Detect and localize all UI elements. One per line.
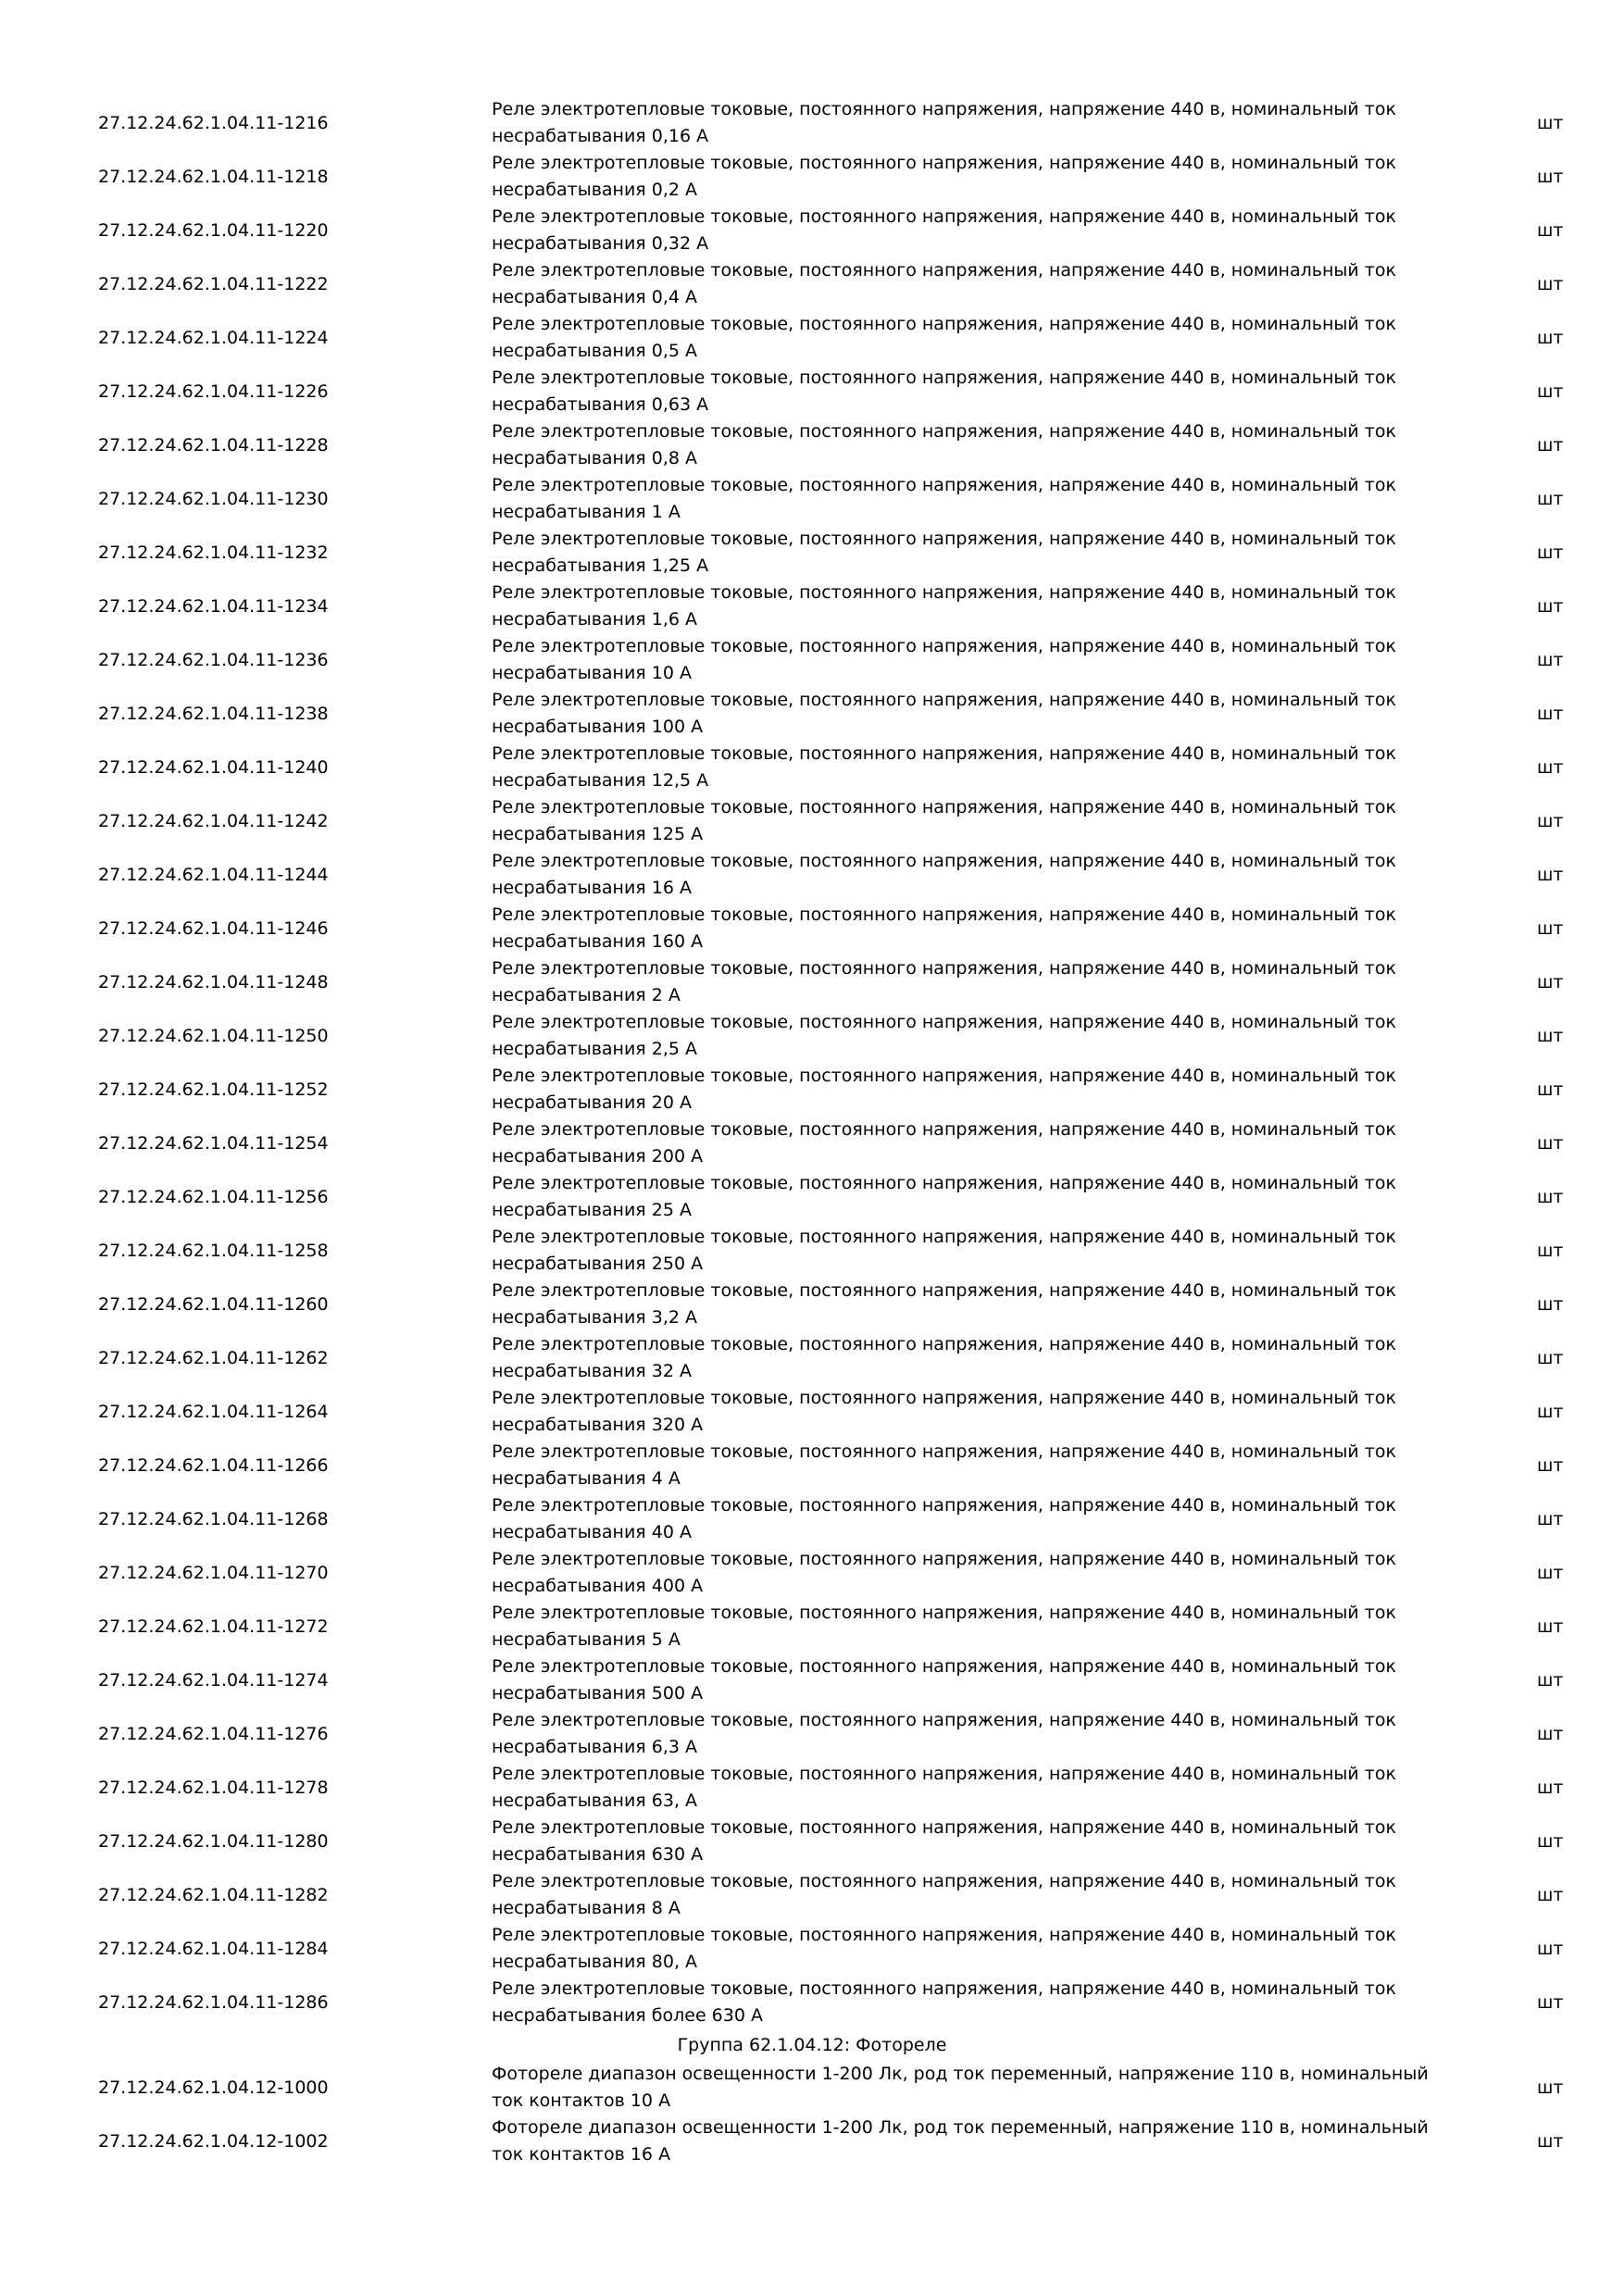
group-title: Группа 62.1.04.12: Фотореле bbox=[677, 2035, 947, 2055]
item-unit: шт bbox=[1537, 1455, 1564, 1476]
item-unit: шт bbox=[1537, 811, 1564, 831]
item-description: Реле электротепловые токовые, постоянного напряжения, напряжение 440 в, номинальный ток несрабатывания 63, А bbox=[492, 1764, 1396, 1811]
item-code: 27.12.24.62.1.04.11-1252 bbox=[98, 1079, 329, 1100]
table-row bbox=[0, 1868, 1624, 1922]
item-unit: шт bbox=[1537, 1294, 1564, 1315]
table-row bbox=[0, 955, 1624, 1009]
item-unit: шт bbox=[1537, 1992, 1564, 2013]
item-unit: шт bbox=[1537, 113, 1564, 133]
item-code: 27.12.24.62.1.04.11-1276 bbox=[98, 1724, 329, 1744]
item-unit: шт bbox=[1537, 1724, 1564, 1744]
item-unit: шт bbox=[1537, 220, 1564, 241]
item-description: Реле электротепловые токовые, постоянного напряжения, напряжение 440 в, номинальный ток несрабатывания 16 А bbox=[492, 851, 1396, 898]
item-code: 27.12.24.62.1.04.12-1000 bbox=[98, 2078, 329, 2098]
item-unit: шт bbox=[1537, 918, 1564, 939]
item-description: Реле электротепловые токовые, постоянного напряжения, напряжение 440 в, номинальный ток несрабатывания 100 А bbox=[492, 690, 1396, 737]
item-code: 27.12.24.62.1.04.11-1272 bbox=[98, 1616, 329, 1637]
item-code: 27.12.24.62.1.04.11-1242 bbox=[98, 811, 329, 831]
table-row bbox=[0, 1009, 1624, 1063]
table-row bbox=[0, 204, 1624, 257]
item-description: Реле электротепловые токовые, постоянного напряжения, напряжение 440 в, номинальный ток несрабатывания 125 А bbox=[492, 797, 1396, 844]
item-code: 27.12.24.62.1.04.11-1262 bbox=[98, 1348, 329, 1368]
table-row bbox=[0, 1439, 1624, 1492]
table-row bbox=[0, 2061, 1624, 2115]
table-row bbox=[0, 580, 1624, 633]
item-unit: шт bbox=[1537, 167, 1564, 187]
table-row bbox=[0, 1063, 1624, 1117]
photorelay-list bbox=[0, 2061, 1624, 2168]
item-code: 27.12.24.62.1.04.11-1286 bbox=[98, 1992, 329, 2013]
item-unit: шт bbox=[1537, 543, 1564, 563]
item-unit: шт bbox=[1537, 1885, 1564, 1905]
item-description: Реле электротепловые токовые, постоянного напряжения, напряжение 440 в, номинальный ток несрабатывания 32 А bbox=[492, 1334, 1396, 1381]
table-row bbox=[0, 633, 1624, 687]
table-row bbox=[0, 1224, 1624, 1278]
table-row bbox=[0, 1815, 1624, 1868]
item-unit: шт bbox=[1537, 972, 1564, 992]
item-code: 27.12.24.62.1.04.11-1238 bbox=[98, 704, 329, 724]
item-code: 27.12.24.62.1.04.11-1258 bbox=[98, 1241, 329, 1261]
item-unit: шт bbox=[1537, 1133, 1564, 1154]
item-unit: шт bbox=[1537, 1670, 1564, 1691]
item-description: Реле электротепловые токовые, постоянного напряжения, напряжение 440 в, номинальный ток несрабатывания 0,16 А bbox=[492, 99, 1396, 146]
item-description: Реле электротепловые токовые, постоянного напряжения, напряжение 440 в, номинальный ток несрабатывания 250 А bbox=[492, 1227, 1396, 1274]
item-code: 27.12.24.62.1.04.11-1240 bbox=[98, 757, 329, 778]
item-description: Реле электротепловые токовые, постоянного напряжения, напряжение 440 в, номинальный ток несрабатывания 160 А bbox=[492, 905, 1396, 952]
item-unit: шт bbox=[1537, 2131, 1564, 2152]
item-code: 27.12.24.62.1.04.11-1278 bbox=[98, 1778, 329, 1798]
item-description: Реле электротепловые токовые, постоянного напряжения, напряжение 440 в, номинальный ток несрабатывания 80, А bbox=[492, 1925, 1396, 1972]
item-description: Реле электротепловые токовые, постоянного напряжения, напряжение 440 в, номинальный ток несрабатывания 25 А bbox=[492, 1173, 1396, 1220]
item-description: Реле электротепловые токовые, постоянного напряжения, напряжение 440 в, номинальный ток несрабатывания более 630 А bbox=[492, 1978, 1396, 2026]
item-code: 27.12.24.62.1.04.11-1254 bbox=[98, 1133, 329, 1154]
item-unit: шт bbox=[1537, 1348, 1564, 1368]
item-code: 27.12.24.62.1.04.11-1220 bbox=[98, 220, 329, 241]
item-unit: шт bbox=[1537, 2078, 1564, 2098]
item-code: 27.12.24.62.1.04.11-1230 bbox=[98, 489, 329, 509]
item-code: 27.12.24.62.1.04.11-1224 bbox=[98, 328, 329, 348]
table-row bbox=[0, 1976, 1624, 2029]
item-description: Реле электротепловые токовые, постоянного напряжения, напряжение 440 в, номинальный ток несрабатывания 4 А bbox=[492, 1441, 1396, 1489]
item-description: Реле электротепловые токовые, постоянного напряжения, напряжение 440 в, номинальный ток несрабатывания 500 А bbox=[492, 1656, 1396, 1703]
item-description: Реле электротепловые токовые, постоянного напряжения, напряжение 440 в, номинальный ток несрабатывания 0,8 А bbox=[492, 421, 1396, 468]
item-unit: шт bbox=[1537, 1778, 1564, 1798]
item-description: Реле электротепловые токовые, постоянного напряжения, напряжение 440 в, номинальный ток несрабатывания 400 А bbox=[492, 1549, 1396, 1596]
item-unit: шт bbox=[1537, 1241, 1564, 1261]
table-row bbox=[0, 1546, 1624, 1600]
item-unit: шт bbox=[1537, 1563, 1564, 1583]
item-code: 27.12.24.62.1.04.11-1246 bbox=[98, 918, 329, 939]
group-header bbox=[0, 2029, 1624, 2061]
table-row bbox=[0, 1385, 1624, 1439]
table-row bbox=[0, 526, 1624, 580]
item-description: Реле электротепловые токовые, постоянного напряжения, напряжение 440 в, номинальный ток несрабатывания 1 А bbox=[492, 475, 1396, 522]
item-description: Реле электротепловые токовые, постоянного напряжения, напряжение 440 в, номинальный ток несрабатывания 320 А bbox=[492, 1388, 1396, 1435]
item-code: 27.12.24.62.1.04.11-1244 bbox=[98, 865, 329, 885]
item-description: Реле электротепловые токовые, постоянного напряжения, напряжение 440 в, номинальный ток несрабатывания 630 А bbox=[492, 1817, 1396, 1865]
item-unit: шт bbox=[1537, 1026, 1564, 1046]
item-code: 27.12.24.62.1.04.11-1218 bbox=[98, 167, 329, 187]
item-description: Реле электротепловые токовые, постоянного напряжения, напряжение 440 в, номинальный ток несрабатывания 1,6 А bbox=[492, 582, 1396, 630]
item-unit: шт bbox=[1537, 1616, 1564, 1637]
item-code: 27.12.24.62.1.04.11-1264 bbox=[98, 1402, 329, 1422]
table-row bbox=[0, 1600, 1624, 1653]
table-row bbox=[0, 96, 1624, 150]
table-row bbox=[0, 1278, 1624, 1331]
item-unit: шт bbox=[1537, 1187, 1564, 1207]
item-unit: шт bbox=[1537, 704, 1564, 724]
item-description: Реле электротепловые токовые, постоянного напряжения, напряжение 440 в, номинальный ток несрабатывания 5 А bbox=[492, 1603, 1396, 1650]
item-unit: шт bbox=[1537, 489, 1564, 509]
item-description: Реле электротепловые токовые, постоянного напряжения, напряжение 440 в, номинальный ток несрабатывания 2,5 А bbox=[492, 1012, 1396, 1059]
item-unit: шт bbox=[1537, 757, 1564, 778]
table-row bbox=[0, 472, 1624, 526]
relay-list bbox=[0, 96, 1624, 2029]
table-row bbox=[0, 848, 1624, 902]
item-description: Реле электротепловые токовые, постоянного напряжения, напряжение 440 в, номинальный ток несрабатывания 0,4 А bbox=[492, 260, 1396, 307]
item-description: Реле электротепловые токовые, постоянного напряжения, напряжение 440 в, номинальный ток несрабатывания 10 А bbox=[492, 636, 1396, 683]
item-description: Реле электротепловые токовые, постоянного напряжения, напряжение 440 в, номинальный ток несрабатывания 0,5 А bbox=[492, 314, 1396, 361]
item-code: 27.12.24.62.1.04.11-1248 bbox=[98, 972, 329, 992]
item-code: 27.12.24.62.1.04.11-1280 bbox=[98, 1831, 329, 1852]
item-description: Реле электротепловые токовые, постоянного напряжения, напряжение 440 в, номинальный ток несрабатывания 3,2 А bbox=[492, 1280, 1396, 1328]
item-code: 27.12.24.62.1.04.11-1228 bbox=[98, 435, 329, 455]
item-unit: шт bbox=[1537, 1402, 1564, 1422]
item-unit: шт bbox=[1537, 1509, 1564, 1529]
item-code: 27.12.24.62.1.04.11-1284 bbox=[98, 1939, 329, 1959]
table-row bbox=[0, 418, 1624, 472]
item-code: 27.12.24.62.1.04.11-1274 bbox=[98, 1670, 329, 1691]
item-code: 27.12.24.62.1.04.11-1250 bbox=[98, 1026, 329, 1046]
table-row bbox=[0, 311, 1624, 365]
table-row bbox=[0, 1170, 1624, 1224]
item-description: Реле электротепловые токовые, постоянного напряжения, напряжение 440 в, номинальный ток несрабатывания 0,63 А bbox=[492, 368, 1396, 415]
item-code: 27.12.24.62.1.04.11-1226 bbox=[98, 381, 329, 402]
item-description: Реле электротепловые токовые, постоянного напряжения, напряжение 440 в, номинальный ток несрабатывания 12,5 А bbox=[492, 743, 1396, 791]
item-description: Реле электротепловые токовые, постоянного напряжения, напряжение 440 в, номинальный ток несрабатывания 0,2 А bbox=[492, 153, 1396, 200]
item-description: Реле электротепловые токовые, постоянного напряжения, напряжение 440 в, номинальный ток несрабатывания 6,3 А bbox=[492, 1710, 1396, 1757]
item-unit: шт bbox=[1537, 650, 1564, 670]
item-description: Фотореле диапазон освещенности 1-200 Лк, род ток переменный, напряжение 110 в, номинальный ток контактов 10 А bbox=[492, 2064, 1429, 2111]
item-code: 27.12.24.62.1.04.11-1232 bbox=[98, 543, 329, 563]
table-row bbox=[0, 1707, 1624, 1761]
table-row bbox=[0, 1117, 1624, 1170]
item-description: Реле электротепловые токовые, постоянного напряжения, напряжение 440 в, номинальный ток несрабатывания 2 А bbox=[492, 958, 1396, 1005]
table-row bbox=[0, 257, 1624, 311]
item-code: 27.12.24.62.1.04.11-1234 bbox=[98, 596, 329, 617]
table-row bbox=[0, 365, 1624, 418]
item-code: 27.12.24.62.1.04.11-1256 bbox=[98, 1187, 329, 1207]
item-code: 27.12.24.62.1.04.11-1268 bbox=[98, 1509, 329, 1529]
table-row bbox=[0, 1492, 1624, 1546]
item-description: Реле электротепловые токовые, постоянного напряжения, напряжение 440 в, номинальный ток несрабатывания 8 А bbox=[492, 1871, 1396, 1918]
item-description: Фотореле диапазон освещенности 1-200 Лк, род ток переменный, напряжение 110 в, номинальный ток контактов 16 А bbox=[492, 2117, 1429, 2165]
item-code: 27.12.24.62.1.04.12-1002 bbox=[98, 2131, 329, 2152]
table-row bbox=[0, 1653, 1624, 1707]
item-unit: шт bbox=[1537, 328, 1564, 348]
item-description: Реле электротепловые токовые, постоянного напряжения, напряжение 440 в, номинальный ток несрабатывания 1,25 А bbox=[492, 529, 1396, 576]
item-unit: шт bbox=[1537, 1939, 1564, 1959]
item-description: Реле электротепловые токовые, постоянного напряжения, напряжение 440 в, номинальный ток несрабатывания 200 А bbox=[492, 1119, 1396, 1167]
item-unit: шт bbox=[1537, 435, 1564, 455]
item-code: 27.12.24.62.1.04.11-1236 bbox=[98, 650, 329, 670]
item-unit: шт bbox=[1537, 865, 1564, 885]
item-code: 27.12.24.62.1.04.11-1216 bbox=[98, 113, 329, 133]
table-row bbox=[0, 150, 1624, 204]
table-row bbox=[0, 2115, 1624, 2168]
item-unit: шт bbox=[1537, 1831, 1564, 1852]
item-unit: шт bbox=[1537, 596, 1564, 617]
table-row bbox=[0, 1761, 1624, 1815]
item-unit: шт bbox=[1537, 1079, 1564, 1100]
item-unit: шт bbox=[1537, 274, 1564, 294]
table-row bbox=[0, 741, 1624, 794]
item-code: 27.12.24.62.1.04.11-1222 bbox=[98, 274, 329, 294]
table-row bbox=[0, 1922, 1624, 1976]
price-list-page bbox=[0, 96, 1624, 2168]
item-code: 27.12.24.62.1.04.11-1270 bbox=[98, 1563, 329, 1583]
table-row bbox=[0, 902, 1624, 955]
item-description: Реле электротепловые токовые, постоянного напряжения, напряжение 440 в, номинальный ток несрабатывания 20 А bbox=[492, 1066, 1396, 1113]
item-code: 27.12.24.62.1.04.11-1282 bbox=[98, 1885, 329, 1905]
item-unit: шт bbox=[1537, 381, 1564, 402]
table-row bbox=[0, 687, 1624, 741]
item-code: 27.12.24.62.1.04.11-1266 bbox=[98, 1455, 329, 1476]
table-row bbox=[0, 794, 1624, 848]
item-description: Реле электротепловые токовые, постоянного напряжения, напряжение 440 в, номинальный ток несрабатывания 0,32 А bbox=[492, 206, 1396, 254]
item-description: Реле электротепловые токовые, постоянного напряжения, напряжение 440 в, номинальный ток несрабатывания 40 А bbox=[492, 1495, 1396, 1542]
item-code: 27.12.24.62.1.04.11-1260 bbox=[98, 1294, 329, 1315]
table-row bbox=[0, 1331, 1624, 1385]
